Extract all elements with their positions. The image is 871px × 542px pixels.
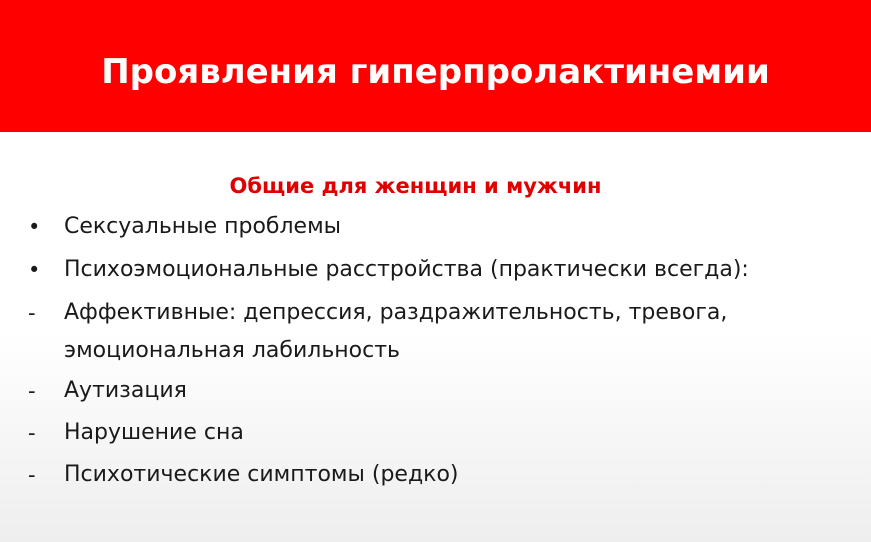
dash-marker: - [28, 463, 36, 487]
list-item-text [64, 251, 844, 289]
list-item-line: Нарушение сна [64, 420, 244, 445]
bullet-marker: • [28, 258, 41, 282]
dash-marker: - [28, 301, 36, 325]
list-item-text [64, 294, 844, 370]
list-item-text [64, 208, 844, 246]
slide-subtitle: Общие для женщин и мужчин [229, 174, 602, 198]
list-item-text [64, 456, 844, 494]
dash-marker: - [28, 421, 36, 445]
list-item-line: Аутизация [64, 378, 187, 403]
list-item-line: эмоциональная лабильность [64, 338, 401, 363]
list-item-text [64, 414, 844, 452]
list-item-line: Психотические симптомы (редко) [64, 462, 459, 487]
list-item-line: Сексуальные проблемы [64, 214, 342, 239]
bullet-marker: • [28, 215, 41, 239]
list-item-text [64, 372, 844, 410]
dash-marker: - [28, 379, 36, 403]
list-item-line: Психоэмоциональные расстройства (практически всегда): [64, 257, 749, 282]
slide-title: Проявления гиперпролактинемии [101, 52, 770, 92]
list-item-line: Аффективные: депрессия, раздражительность, тревога, [64, 300, 728, 325]
